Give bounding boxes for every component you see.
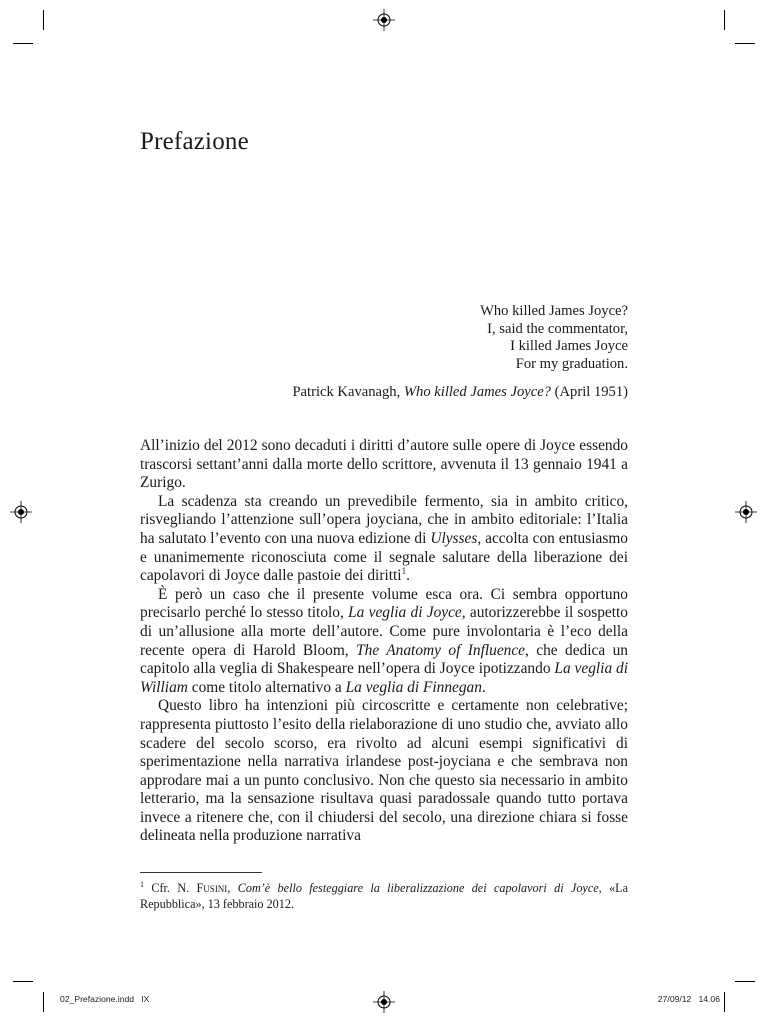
text-run: , autorizzerebbe il sospetto di un’allusione alla morte dell’autore. Come pure involontaria è l’eco della recente opera di Harold Bloom, [140,604,628,659]
paragraph: Questo libro ha intenzioni più circoscritte e certamente non celebrative; rappresenta piuttosto l’esito della rielaborazione di uno studio che, avviato allo scadere del secolo scorso, era rivolto ad alcuni esempi significativi di sperimentazione nella narrativa irlandese post-joyciana e che sembrava non approdare mai a un punto conclusivo. Non che questo sia necessario in ambito letterario, ma la sensazione risultava quasi paradossale quando tutto portava invece a ritenere che, con il chiudersi del secolo, una direzione chiara si fosse delineata nella produzione narrativa [140,697,628,845]
footnote-author: Fusini [196,881,228,895]
registration-mark-icon [373,9,395,31]
text-run: . [406,567,410,585]
crop-mark [735,43,755,44]
text-run: È però un caso che il presente volume esca ora. Ci sembra opportuno precisarlo perché lo stesso titolo, [140,585,628,622]
epigraph-line: I killed James Joyce [510,338,628,355]
epigraph [480,303,628,373]
text-run: , che dedica un capitolo alla veglia di Shakespeare nell’opera di Joyce ipotizzando [140,641,628,678]
crop-mark [724,10,725,30]
crop-mark [13,981,33,982]
registration-mark-icon [373,991,395,1013]
footnote [140,880,628,912]
crop-mark [43,992,44,1012]
crop-mark [13,43,33,44]
epigraph-line: Who killed James Joyce? [480,303,628,319]
attribution-date: (April 1951) [550,384,628,400]
paragraph [140,586,628,698]
epigraph-line: I, said the commentator, [487,320,628,337]
attribution-work: Who killed James Joyce? [403,384,551,400]
footnote-title: Com’è bello festeggiare la liberalizzazione dei capolavori di Joyce [237,881,599,895]
footnote-prefix: Cfr. N. [144,881,197,895]
text-run-italic: La veglia di Joyce [348,604,462,622]
crop-mark [43,10,44,30]
text-run-italic: La veglia di Finnegan [345,678,482,696]
text-run-italic: Ulysses [430,529,478,547]
registration-mark-icon [10,501,32,523]
footnote-rest: , «La Repubblica», 13 febbraio 2012. [140,881,629,911]
text-run: . [481,678,486,696]
text-run-italic: The Anatomy of Influence [356,641,526,659]
footnote-rule [140,872,262,873]
attribution-author: Patrick Kavanagh, [292,384,404,400]
text-run: , accolta con entusiasmo e unanimemente riconosciuta come il segnale salutare della liberazione dei capolavori di Joyce dalle pastoie dei diritti [140,529,629,585]
crop-mark [724,992,725,1012]
epigraph-line: For my graduation. [515,355,628,372]
page-title: Prefazione [140,128,249,155]
registration-mark-icon [735,501,757,523]
footnote-sep: , [227,881,238,895]
text-run: La scadenza sta creando un prevedibile fermento, sia in ambito critico, risvegliando l’attenzione sull’opera joyciana, che in ambito editoriale: l’Italia ha salutato l’evento con una nuova edizione di [140,492,628,547]
footnote-ref: 1 [401,566,407,577]
epigraph-attribution [292,384,628,402]
paragraph: All’inizio del 2012 sono decaduti i diritti d’autore sulle opere di Joyce essendo trascorsi settant’anni dalla morte dello scrittore, avvenuta il 13 gennaio 1941 a Zurigo. [140,437,628,492]
footnote-number: 1 [140,879,144,889]
text-run-italic: La veglia di William [140,660,628,696]
slug-file: 02_Prefazione.indd IX [60,994,150,1004]
paragraph [140,493,628,586]
crop-mark [735,981,755,982]
slug-datetime: 27/09/12 14.06 [657,994,720,1004]
text-run: come titolo alternativo a [187,678,346,696]
body-text [140,437,628,846]
